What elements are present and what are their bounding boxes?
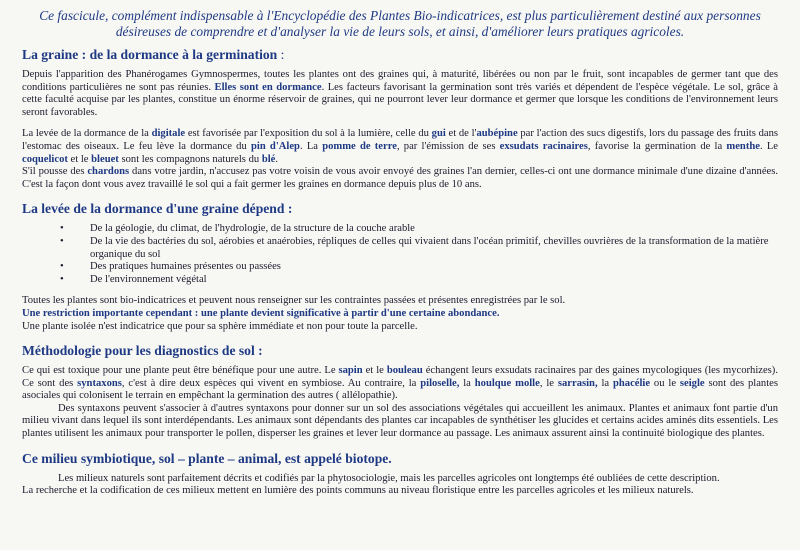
- paragraph-toxique: Ce qui est toxique pour une plante peut être bénéfique pour une autre. Le sapin et le bouleau échangent leurs exsudats racinaires par des gaines mycologiques (les mycorhizes). Ce sont des syntaxons, c'est à dire deux espèces qui vivent en symbiose. Au contraire, la piloselle, la houlque molle, le sarrasin, la phacélie ou le seigle sont des plantes asociales qui colonisent le terrain en empêchant la germination des autres ( allélopathie).: [22, 365, 778, 402]
- list-item: • De la géologie, du climat, de l'hydrologie, de la structure de la couche arable: [90, 223, 778, 236]
- paragraph-dormance: Depuis l'apparition des Phanérogames Gymnospermes, toutes les plantes ont des graines qui, à maturité, libérées ou non par le fruit, sont incapables de germer tant que des conditions particulières ne sont pas réunies. Elles sont en dormance. Les facteurs favorisant la germination sont très variés et dépendent de l'espèce végétale. Le sol, grâce à cette faculté acquise par les plantes, constitue un énorme réservoir de graines, qui ne pourront lever leur dormance et germer que lorsque les conditions de l'environnement leurs seront favorables.: [22, 69, 779, 118]
- intro-text: Ce fascicule, complément indispensable à l'Encyclopédie des Plantes Bio-indicatrices, est plus particulièrement destiné aux personnes désireuses de comprendre et d'analyser la vie de leurs sols, et ainsi, d'améliorer leurs pratiques agricoles.: [39, 8, 761, 39]
- paragraph-bioindicatrices: Toutes les plantes sont bio-indicatrices et peuvent nous renseigner sur les contraintes passées et présentes enregistrées par le sol.: [22, 295, 566, 307]
- paragraph-restriction: Une restriction importante cependant : une plante devient significative à partir d'une certaine abondance.: [22, 307, 500, 319]
- paragraph-levee: La levée de la dormance de la digitale est favorisée par l'exposition du sol à la lumière, celle du gui et de l'aubépine par l'action des sucs digestifs, lors du passage des fruits dans l'estomac des oiseaux. Le feu lève la dormance du pin d'Alep. La pomme de terre, par l'émission de ses exsudats racinaires, favorise la germination de la menthe. Le coquelicot et le bleuet sont les compagnons naturels du blé.: [22, 128, 778, 165]
- factors-list: [22, 223, 778, 286]
- section-title-biotope: Ce milieu symbiotique, sol – plante – animal, est appelé biotope.: [22, 450, 392, 466]
- section-title-graine: La graine : de la dormance à la germination :: [22, 47, 285, 62]
- paragraph-milieux-naturels: Les milieux naturels sont parfaitement décrits et codifiés par la phytosociologie, mais les parcelles agricoles ont longtemps été oubliées de cette description.: [58, 472, 720, 484]
- section-title-methodologie: Méthodologie pour les diagnostics de sol :: [22, 343, 263, 359]
- paragraph-syntaxons: Des syntaxons peuvent s'associer à d'autres syntaxons pour donner sur un sol des associations végétales qui accueillent les animaux. Plantes et animaux font partie d'un milieu vivant dans lequel ils sont interdépendants. Les animaux sont dépendants des plantes car incapables de synthétiser les glucides et certains acides aminés dits essentiels. Les plantes utilisent les animaux pour transporter le pollen, disperser les graines et lever leur dormance au passage. Les animaux assurent ainsi la continuité biologique des plantes.: [22, 402, 778, 440]
- list-item: • De l'environnement végétal: [90, 274, 778, 287]
- list-item: • Des pratiques humaines présentes ou passées: [90, 261, 778, 274]
- list-item: • De la vie des bactéries du sol, aérobies et anaérobies, répliques de celles qui vivaient dans l'océan primitif, chevilles ouvrières de la transformation de la matière organique du sol: [90, 236, 778, 261]
- paragraph-chardons: S'il pousse des chardons dans votre jardin, n'accusez pas votre voisin de vous avoir envoyé des graines l'an dernier, celles-ci ont une dormance minimale d'une dizaine d'années. C'est la façon dont vous avez travaillé le sol qui a fait germer les graines en dormance depuis plus de 10 ans.: [22, 166, 779, 190]
- paragraph-recherche: La recherche et la codification de ces milieux mettent en lumière des points communs au niveau floristique entre les parcelles agricoles et les milieux naturels.: [22, 485, 694, 497]
- paragraph-plante-isolee: Une plante isolée n'est indicatrice que pour sa sphère immédiate et non pour toute la parcelle.: [22, 320, 418, 332]
- section-title-levee: La levée de la dormance d'une graine dépend :: [22, 201, 293, 217]
